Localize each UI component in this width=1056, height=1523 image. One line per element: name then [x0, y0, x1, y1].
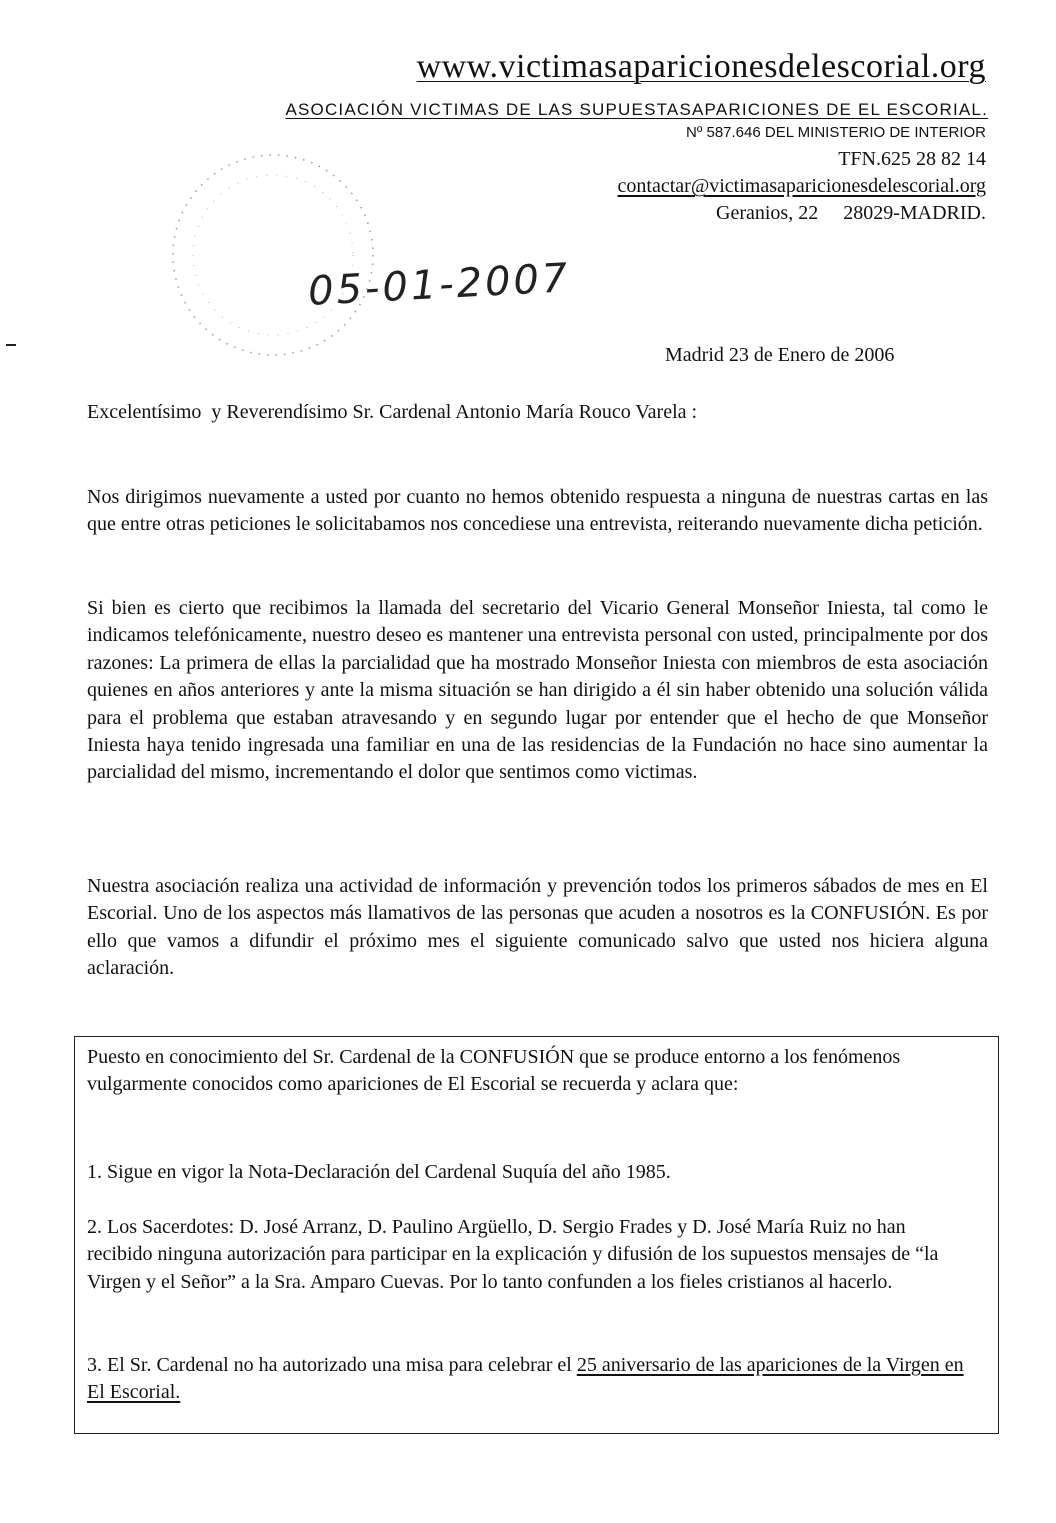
letter-paragraph-2 — [87, 595, 988, 787]
handwritten-date: 05-01-2007 — [306, 255, 572, 315]
website-url: www.victimasaparicionesdelescorial.org — [416, 48, 986, 85]
reception-stamp — [158, 140, 388, 370]
registration-number: Nº 587.646 DEL MINISTERIO DE INTERIOR — [686, 124, 986, 141]
postal-address: Geranios, 22 28029-MADRID. — [716, 202, 986, 224]
phone-number: TFN.625 28 82 14 — [838, 148, 986, 170]
paragraph-text: Si bien es cierto que recibimos la llamada del secretario del Vicario General Monseñor Iniesta, tal como le indicamos telefónicamente, nuestro deseo es mantener una entrevista personal con usted, principalmente por dos razones: La primera de ellas la parcialidad que ha mostrado Monseñor Iniesta con miembros de esta asociación quienes en años anteriores y ante la misma situación se han dirigido a él sin haber obtenido una solución válida para el problema que estaban atravesando y en segundo lugar por entender que el hecho de que Monseñor Iniesta haya tenido ingresada una familiar en una de las residencias de la Fundación no hace sino aumentar la parcialidad del mismo, incrementando el dolor que sentimos como victimas. — [87, 597, 988, 784]
notice-item-3-text: 3. El Sr. Cardenal no ha autorizado una misa para celebrar el — [87, 1354, 577, 1376]
letter-paragraph-1 — [87, 484, 988, 539]
notice-item-3 — [87, 1352, 967, 1407]
paragraph-text: Nos dirigimos nuevamente a usted por cuanto no hemos obtenido respuesta a ninguna de nuestras cartas en las que entre otras peticiones le solicitabamos nos concediese una entrevista, reiterando nuevamente dicha petición. — [87, 486, 988, 536]
notice-item-1: 1. Sigue en vigor la Nota-Declaración del Cardenal Suquía del año 1985. — [87, 1161, 671, 1183]
association-name: ASOCIACIÓN VICTIMAS DE LAS SUPUESTASAPARICIONES DE EL ESCORIAL. — [285, 100, 988, 119]
letter-date: Madrid 23 de Enero de 2006 — [665, 344, 895, 366]
notice-item-2: 2. Los Sacerdotes: D. José Arranz, D. Paulino Argüello, D. Sergio Frades y D. José María Ruiz no han recibido ninguna autorización para participar en la explicación y difusión de los supuestos mensajes de “la Virgen y el Señor” a la Sra. Amparo Cuevas. Por lo tanto confunden a los fieles cristianos al hacerlo. — [87, 1216, 939, 1293]
salutation: Excelentísimo y Reverendísimo Sr. Cardenal Antonio María Rouco Varela : — [87, 401, 698, 423]
letter-paragraph-3 — [87, 873, 988, 983]
notice-intro: Puesto en conocimiento del Sr. Cardenal de la CONFUSIÓN que se produce entorno a los fenómenos vulgarmente conocidos como apariciones de El Escorial se recuerda y aclara que: — [87, 1046, 901, 1096]
notice-box — [74, 1036, 999, 1434]
paragraph-text: Nuestra asociación realiza una actividad de información y prevención todos los primeros sábados de mes en El Escorial. Uno de los aspectos más llamativos de las personas que acuden a nosotros es la CONFUSIÓN. Es por ello que vamos a difundir el próximo mes el siguiente comunicado salvo que usted nos hiciera alguna aclaración. — [87, 875, 988, 980]
notice-item-3-underlined: 25 aniversario de las apariciones de la Virgen en El Escorial. — [87, 1354, 964, 1404]
email-address: contactar@victimasaparicionesdelescorial.org — [617, 175, 986, 197]
margin-mark — [6, 344, 16, 346]
